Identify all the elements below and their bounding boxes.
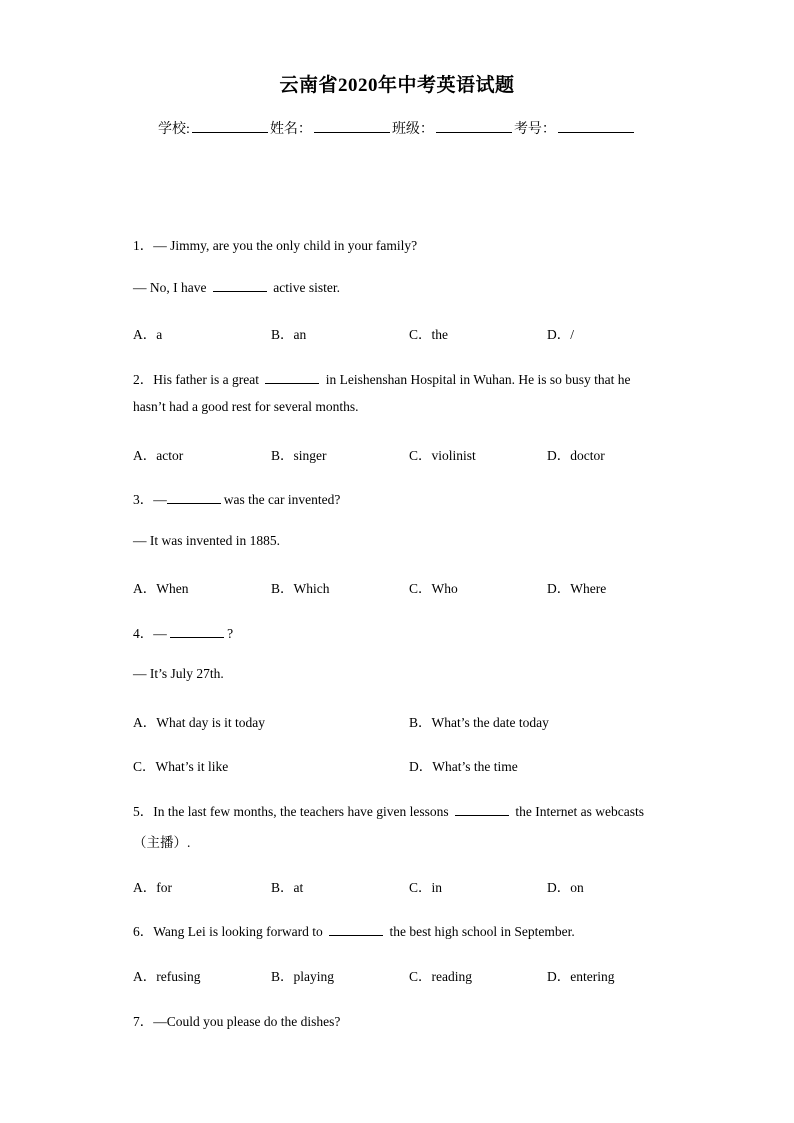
q3-option-c: C．Who <box>409 581 458 596</box>
exam-no-blank <box>558 118 634 133</box>
q2-line-a: 2．His father is a great <box>133 372 263 387</box>
question-4-text <box>133 622 233 642</box>
q2-line-b: in Leishenshan Hospital in Wuhan. He is so busy that he <box>322 372 631 387</box>
q3-line-a: 3．— <box>133 492 167 507</box>
q4-option-d: D．What’s the time <box>409 759 518 774</box>
q5-blank <box>455 803 509 816</box>
q4-option-a: A．What day is it today <box>133 715 265 730</box>
q3-option-d: D．Where <box>547 581 607 596</box>
q4-line-a: 4．— <box>133 626 171 641</box>
q6-line-a: 6．Wang Lei is looking forward to <box>133 924 327 939</box>
class-blank <box>436 118 512 133</box>
q5-option-d: D．on <box>547 880 584 895</box>
q6-line-b: the best high school in September. <box>386 924 575 939</box>
q5-option-a: A．for <box>133 880 172 895</box>
q4-line-b: ? <box>227 626 234 641</box>
q1-blank <box>213 279 267 292</box>
q2-option-c: C．violinist <box>409 448 476 463</box>
question-4-answer: — It’s July 27th. <box>133 666 224 681</box>
q3-line-b: was the car invented? <box>223 492 341 507</box>
q1-line-b: active sister. <box>269 280 340 295</box>
question-2-text <box>133 368 631 388</box>
question-5-text <box>133 800 644 820</box>
name-blank <box>314 118 390 133</box>
q3-option-b: B．Which <box>271 581 330 596</box>
q2-blank <box>265 371 319 384</box>
question-3-answer: — It was invented in 1885. <box>133 533 280 548</box>
q3-blank <box>167 491 221 504</box>
exam-no-label: 考号： <box>513 122 556 137</box>
q1-line-a: — No, I have <box>133 280 210 295</box>
question-5-text-cont: （主播）. <box>133 835 191 850</box>
q2-option-a: A．actor <box>133 448 184 463</box>
student-info-line <box>0 118 794 138</box>
name-label: 姓名： <box>269 122 312 137</box>
q6-option-d: D．entering <box>547 969 615 984</box>
q1-option-a: A．a <box>133 327 163 342</box>
q2-option-b: B．singer <box>271 448 327 463</box>
q1-option-b: B．an <box>271 327 307 342</box>
class-label: 班级： <box>391 122 434 137</box>
q6-option-c: C．reading <box>409 969 472 984</box>
q6-option-b: B．playing <box>271 969 334 984</box>
q5-option-b: B．at <box>271 880 304 895</box>
q2-option-d: D．doctor <box>547 448 605 463</box>
question-1-answer <box>133 279 340 296</box>
q5-line-a: 5．In the last few months, the teachers have given lessons <box>133 804 453 819</box>
school-blank <box>192 118 268 133</box>
question-2-text-cont: hasn’t had a good rest for several months. <box>133 399 359 414</box>
q1-option-c: C．the <box>409 327 448 342</box>
q6-option-a: A．refusing <box>133 969 201 984</box>
q1-option-d: D．/ <box>547 327 574 342</box>
q5-line-b: the Internet as webcasts <box>512 804 644 819</box>
school-label: 学校: <box>158 122 190 137</box>
page-title: 云南省2020年中考英语试题 <box>279 75 515 96</box>
question-7-text: 7．—Could you please do the dishes? <box>133 1014 341 1029</box>
q4-option-c: C．What’s it like <box>133 759 229 774</box>
q4-option-b: B．What’s the date today <box>409 715 549 730</box>
question-3-text <box>133 488 340 508</box>
question-1-text: 1．— Jimmy, are you the only child in your family? <box>133 238 418 253</box>
q6-blank <box>329 923 383 936</box>
q5-option-c: C．in <box>409 880 443 895</box>
question-6-text <box>133 920 575 940</box>
q4-blank <box>170 625 224 638</box>
q3-option-a: A．When <box>133 581 189 596</box>
